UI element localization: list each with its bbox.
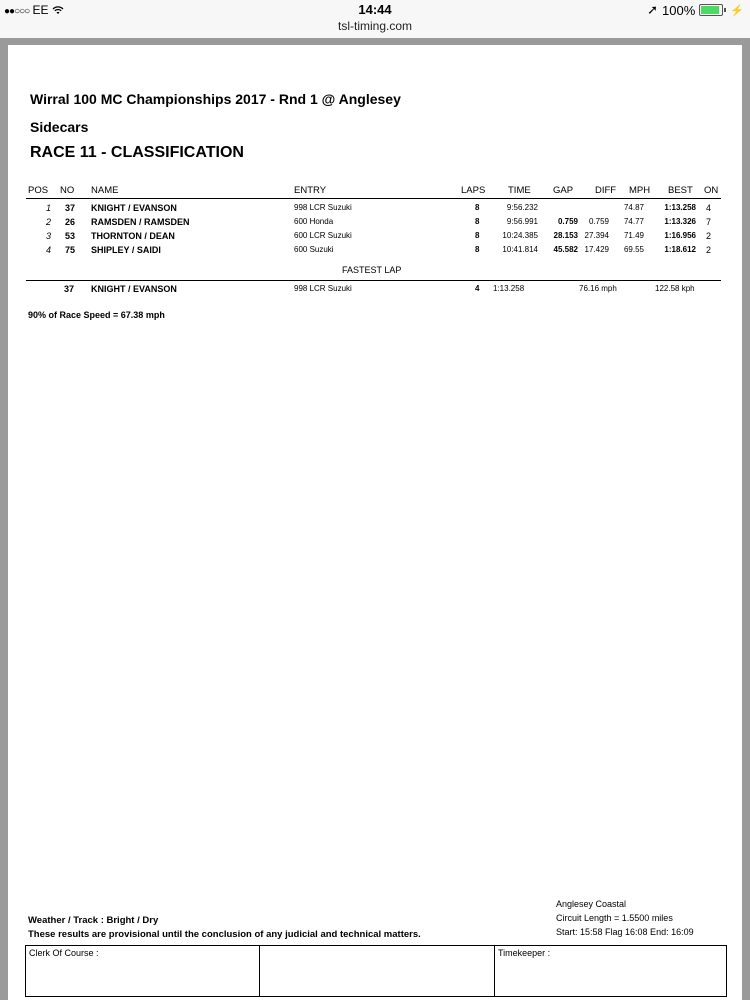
header-gap: GAP [553, 185, 574, 196]
race-speed: 90% of Race Speed = 67.38 mph [28, 310, 165, 320]
header-pos: POS [28, 185, 49, 196]
cell-no: 53 [65, 231, 76, 241]
fastest-lap-name: KNIGHT / EVANSON [91, 284, 177, 294]
battery-tip [724, 8, 726, 12]
cell-laps: 8 [475, 231, 480, 240]
cell-mph: 74.87 [623, 203, 644, 212]
clerk-of-course-cell [26, 946, 260, 996]
cell-mph: 71.49 [623, 231, 644, 240]
cell-entry: 600 LCR Suzuki [294, 231, 352, 240]
status-right [647, 2, 744, 18]
cell-pos: 4 [45, 245, 51, 255]
cell-time: 9:56.991 [506, 217, 538, 226]
cell-time: 9:56.232 [506, 203, 538, 212]
cell-name: THORNTON / DEAN [91, 231, 175, 241]
cell-gap: 0.759 [557, 217, 578, 226]
cell-best: 1:13.258 [664, 203, 696, 212]
fastest-lap-lap: 4 [475, 284, 480, 293]
cell-on: 4 [706, 203, 712, 213]
signature-middle-cell [260, 946, 495, 996]
cell-name: RAMSDEN / RAMSDEN [91, 217, 190, 227]
table-row [8, 231, 742, 245]
battery-icon [699, 4, 723, 16]
table-row [8, 203, 742, 217]
cell-time: 10:41.814 [502, 245, 538, 254]
cell-no: 26 [65, 217, 76, 227]
address-bar-url[interactable]: tsl-timing.com [337, 19, 412, 33]
race-title: RACE 11 - CLASSIFICATION [30, 144, 244, 161]
cell-mph: 69.55 [623, 245, 644, 254]
cell-name: KNIGHT / EVANSON [91, 203, 177, 213]
timekeeper-label: Timekeeper : [498, 948, 551, 958]
cell-diff: 0.759 [588, 217, 609, 226]
header-on: ON [704, 185, 719, 196]
header-laps: LAPS [461, 185, 486, 196]
cell-pos: 1 [45, 203, 51, 213]
cell-pos: 2 [45, 217, 51, 227]
signal-strength-icon: ●●○○○ [4, 6, 30, 17]
event-title: Wirral 100 MC Championships 2017 - Rnd 1 @ Anglesey [30, 91, 401, 107]
cell-no: 75 [65, 245, 76, 255]
cell-on: 2 [706, 231, 712, 241]
fastest-lap-no: 37 [64, 284, 75, 294]
timekeeper-cell [495, 946, 726, 996]
cell-entry: 600 Honda [294, 217, 334, 226]
header-best: BEST [668, 185, 693, 196]
header-name: NAME [91, 185, 119, 196]
clerk-of-course-label: Clerk Of Course : [29, 948, 99, 958]
fastest-lap-entry: 998 LCR Suzuki [294, 284, 352, 293]
cell-best: 1:18.612 [664, 245, 696, 254]
header-entry: ENTRY [294, 185, 327, 196]
fastest-lap-row [8, 284, 742, 298]
cell-entry: 600 Suzuki [294, 245, 334, 254]
charging-icon: ⚡ [730, 4, 744, 17]
cell-laps: 8 [475, 217, 480, 226]
cell-on: 2 [706, 245, 712, 255]
cell-best: 1:13.326 [664, 217, 696, 226]
clock: 14:44 [358, 2, 392, 17]
cell-name: SHIPLEY / SAIDI [91, 245, 161, 255]
class-name: Sidecars [30, 119, 89, 135]
header-divider [26, 198, 721, 199]
circuit-info [556, 897, 694, 939]
header-diff: DIFF [595, 185, 617, 196]
fastest-lap-mph: 76.16 mph [579, 284, 617, 293]
signature-box [25, 945, 727, 997]
cell-diff: 17.429 [584, 245, 609, 254]
fastest-lap-kph: 122.58 kph [655, 284, 695, 293]
cell-best: 1:16.956 [664, 231, 696, 240]
fastest-lap-divider [26, 280, 721, 281]
header-no: NO [60, 185, 75, 196]
cell-gap: 45.582 [553, 245, 578, 254]
cell-laps: 8 [475, 203, 480, 212]
weather-track: Weather / Track : Bright / Dry [28, 915, 159, 926]
table-row [8, 217, 742, 231]
location-icon: ➚ [647, 2, 659, 17]
cell-pos: 3 [45, 231, 51, 241]
cell-entry: 998 LCR Suzuki [294, 203, 352, 212]
results-document [8, 45, 742, 1000]
battery-percent: 100% [662, 2, 696, 18]
cell-laps: 8 [475, 245, 480, 254]
provisional-notice: These results are provisional until the conclusion of any judicial and technical matters. [28, 929, 421, 940]
status-bar [0, 0, 750, 38]
cell-mph: 74.77 [623, 217, 644, 226]
race-times: Start: 15:58 Flag 16:08 End: 16:09 [556, 927, 694, 937]
fastest-lap-time: 1:13.258 [493, 284, 525, 293]
circuit-length: Circuit Length = 1.5500 miles [556, 913, 673, 923]
fastest-lap-label: FASTEST LAP [342, 265, 402, 275]
cell-time: 10:24.385 [502, 231, 538, 240]
battery-fill [701, 6, 719, 14]
header-time: TIME [508, 185, 531, 196]
cell-gap: 28.153 [553, 231, 578, 240]
table-row [8, 245, 742, 259]
cell-diff: 27.394 [584, 231, 609, 240]
cell-no: 37 [65, 203, 76, 213]
header-mph: MPH [629, 185, 651, 196]
cell-on: 7 [706, 217, 712, 227]
carrier-name: EE [32, 3, 49, 17]
circuit-name: Anglesey Coastal [556, 899, 627, 909]
